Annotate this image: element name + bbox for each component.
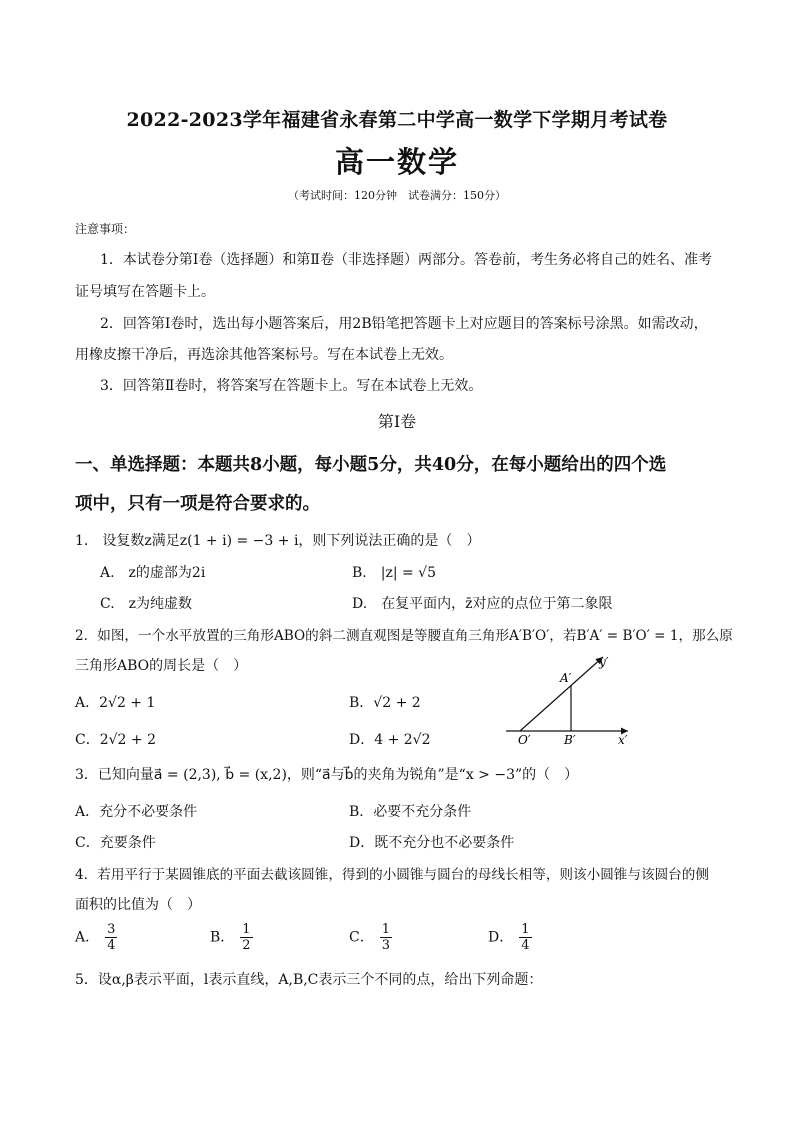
q3-option-b: B．必要不充分条件: [349, 804, 472, 820]
q4-option-c-label: C．: [349, 929, 374, 946]
q3-option-c: C．充要条件: [75, 835, 156, 851]
exam-title: 2022-2023学年福建省永春第二中学高一数学下学期月考试卷: [126, 109, 668, 131]
fraction-numerator: 1: [381, 922, 390, 937]
q1-option-d: D. 在复平面内，z̄对应的点位于第二象限: [352, 596, 613, 612]
notice-item-2-line-1: 2．回答第Ⅰ卷时，选出每小题答案后，用2B铅笔把答题卡上对应题目的答案标号涂黑。如需改动，: [100, 316, 708, 332]
notice-item-1-line-2: 证号填写在答题卡上。: [75, 284, 215, 300]
notice-item-1-line-1: 1．本试卷分第Ⅰ卷（选择题）和第Ⅱ卷（非选择题）两部分。答卷前，考生务必将自己的姓名、准考: [100, 252, 712, 268]
q4-option-a-label: A．: [75, 929, 100, 946]
section-heading-line-1: 一、单选择题：本题共8小题，每小题5分，共40分，在每小题给出的四个选: [75, 455, 667, 475]
exam-info: （考试时间：120分钟 试卷满分：150分）: [288, 189, 506, 202]
q5-stem: 5．设α,β表示平面，l表示直线，A,B,C表示三个不同的点，给出下列命题：: [75, 972, 543, 988]
q1-stem: 1. 设复数z满足z(1 + i) = −3 + i，则下列说法正确的是（ ）: [75, 533, 481, 549]
section-label: 第Ⅰ卷: [377, 412, 417, 431]
label-x: x′: [618, 733, 628, 747]
label-a: A′: [560, 671, 572, 685]
fraction-numerator: 3: [107, 922, 116, 937]
q4-option-b-label: B．: [210, 929, 235, 946]
q2-oblique-triangle-figure: [500, 648, 640, 748]
notice-heading: 注意事项：: [75, 222, 136, 236]
q2-option-b: B．√2 + 2: [349, 695, 421, 711]
q1-option-a: A. z的虚部为2i: [100, 565, 206, 581]
q4-option-d-label: D．: [488, 929, 514, 946]
fraction-numerator: 1: [521, 922, 530, 937]
q2-option-c: C．2√2 + 2: [75, 732, 156, 748]
q3-option-a: A．充分不必要条件: [75, 804, 198, 820]
fraction-numerator: 1: [242, 922, 251, 937]
label-y: y′: [599, 655, 609, 669]
fraction-denominator: 3: [381, 938, 390, 953]
q2-stem-line-2: 三角形ABO的周长是（ ）: [75, 658, 248, 674]
q4-option-b-fraction: [240, 922, 252, 953]
q1-option-b: B. |z| = √5: [352, 565, 437, 581]
q4-stem-line-1: 4．若用平行于某圆锥底的平面去截该圆锥，得到的小圆锥与圆台的母线长相等，则该小圆锥与该圆台的侧: [75, 867, 709, 883]
q4-option-c: [349, 922, 392, 953]
fraction-denominator: 4: [521, 938, 530, 953]
q4-stem-line-2: 面积的比值为（ ）: [75, 897, 201, 913]
fraction-denominator: 4: [107, 938, 116, 953]
q4-option-d-fraction: [519, 922, 531, 953]
notice-item-2-line-2: 用橡皮擦干净后，再选涂其他答案标号。写在本试卷上无效。: [75, 347, 453, 363]
label-o: O′: [518, 733, 531, 747]
q2-option-a: A．2√2 + 1: [75, 695, 156, 711]
subject-title: 高一数学: [334, 145, 459, 179]
q3-option-d: D．既不充分也不必要条件: [349, 835, 515, 851]
q2-option-d: D．4 + 2√2: [349, 732, 431, 748]
y-axis-line: [520, 657, 603, 731]
q4-option-d: [488, 922, 532, 953]
q4-option-b: [210, 922, 253, 953]
q4-option-c-fraction: [380, 922, 392, 953]
q4-option-a: [75, 922, 117, 953]
notice-item-3: 3．回答第Ⅱ卷时，将答案写在答题卡上。写在本试卷上无效。: [100, 378, 483, 394]
q3-stem: 3．已知向量a⃗ = (2,3), b⃗ = (x,2)，则“a⃗与b⃗的夹角为锐角”是“x > −3”的（ ）: [75, 767, 579, 783]
label-b: B′: [564, 733, 576, 747]
fraction-denominator: 2: [242, 938, 251, 953]
q1-option-c: C. z为纯虚数: [100, 596, 193, 612]
section-heading-line-2: 项中，只有一项是符合要求的。: [75, 494, 320, 514]
q4-option-a-fraction: [105, 922, 117, 953]
q2-stem-line-1: 2．如图，一个水平放置的三角形ABO的斜二测直观图是等腰直角三角形A′B′O′，若B′A′ = B′O′ = 1，那么原: [75, 628, 733, 644]
